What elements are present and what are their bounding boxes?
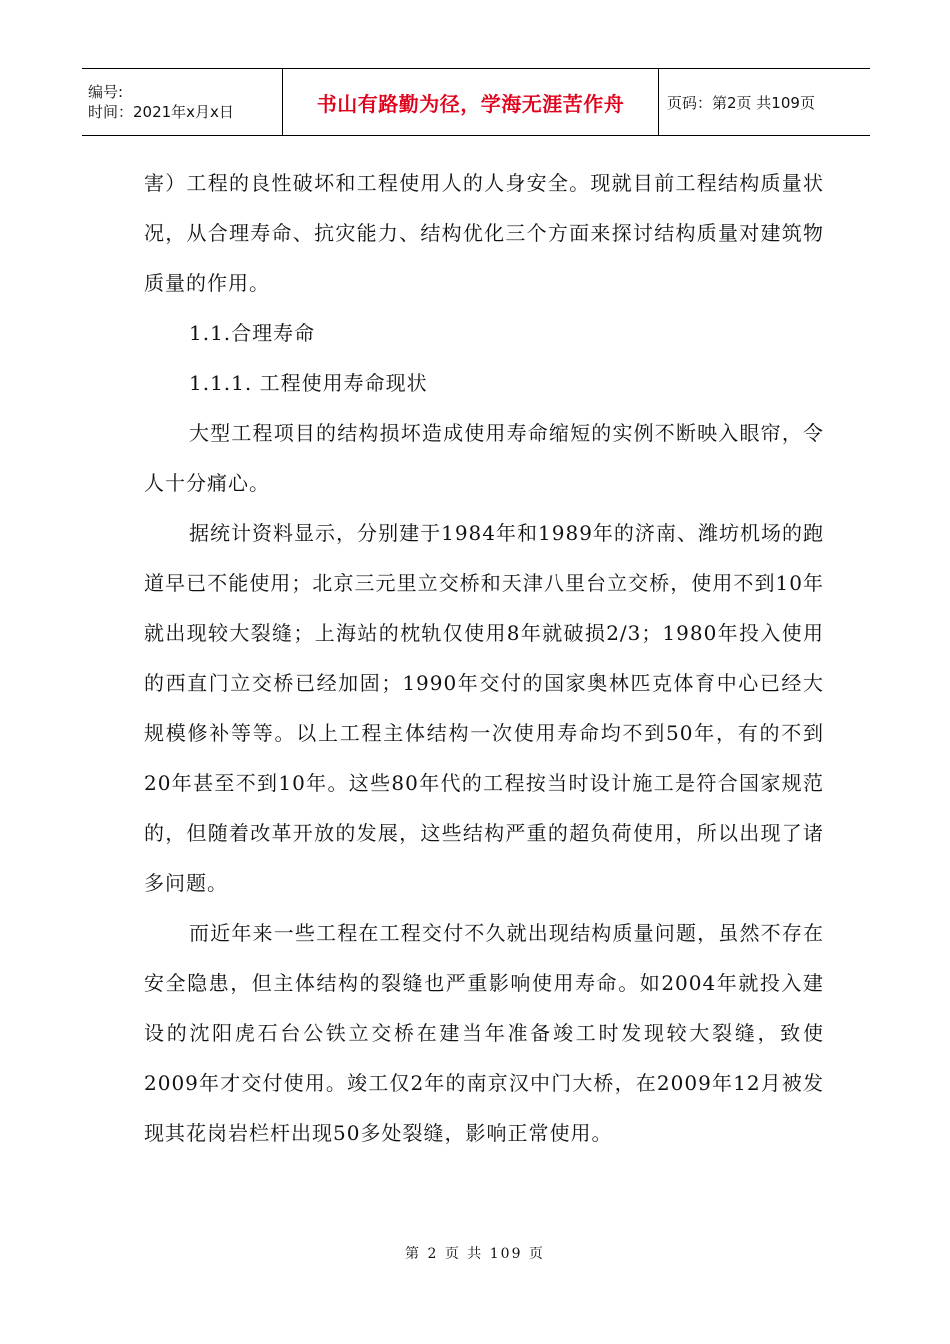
header-motto: 书山有路勤为径，学海无涯苦作舟 [283,69,659,135]
paragraph-continuation: 害）工程的良性破坏和工程使用人的人身安全。现就目前工程结构质量状况，从合理寿命、抗灾能力、结构优化三个方面来探讨结构质量对建筑物质量的作用。 [144,171,824,295]
section-heading-1-1-1: 1.1.1. 工程使用寿命现状 [189,371,428,395]
paragraph-recent-cases: 而近年来一些工程在工程交付不久就出现结构质量问题，虽然不存在安全隐患，但主体结构的裂缝也严重影响使用寿命。如2004年就投入建设的沈阳虎石台公铁立交桥在建当年准备竣工时发现较大裂缝，致使2009年才交付使用。竣工仅2年的南京汉中门大桥，在2009年12月被发现其花岗岩栏杆出现50多处裂缝，影响正常使用。 [144,921,824,1145]
page-header [82,68,870,136]
page-footer: 第 2 页 共 109 页 [405,1246,545,1262]
header-page-info: 页码：第2页 共109页 [667,93,815,112]
header-meta [82,69,283,135]
document-date: 时间：2021年x月x日 [88,103,234,121]
paragraph-intro: 大型工程项目的结构损坏造成使用寿命缩短的实例不断映入眼帘，令人十分痛心。 [144,421,824,495]
document-body [144,158,824,1158]
paragraph-statistics: 据统计资料显示，分别建于1984年和1989年的济南、潍坊机场的跑道早已不能使用；北京三元里立交桥和天津八里台立交桥，使用不到10年就出现较大裂缝；上海站的枕轨仅使用8年就破损2/3；1980年投入使用的西直门立交桥已经加固；1990年交付的国家奥林匹克体育中心已经大规模修补等等。以上工程主体结构一次使用寿命均不到50年，有的不到20年甚至不到10年。这些80年代的工程按当时设计施工是符合国家规范的，但随着改革开放的发展，这些结构严重的超负荷使用，所以出现了诸多问题。 [144,521,824,895]
section-heading-1-1: 1.1.合理寿命 [189,321,316,345]
document-number-label: 编号: [88,83,124,101]
